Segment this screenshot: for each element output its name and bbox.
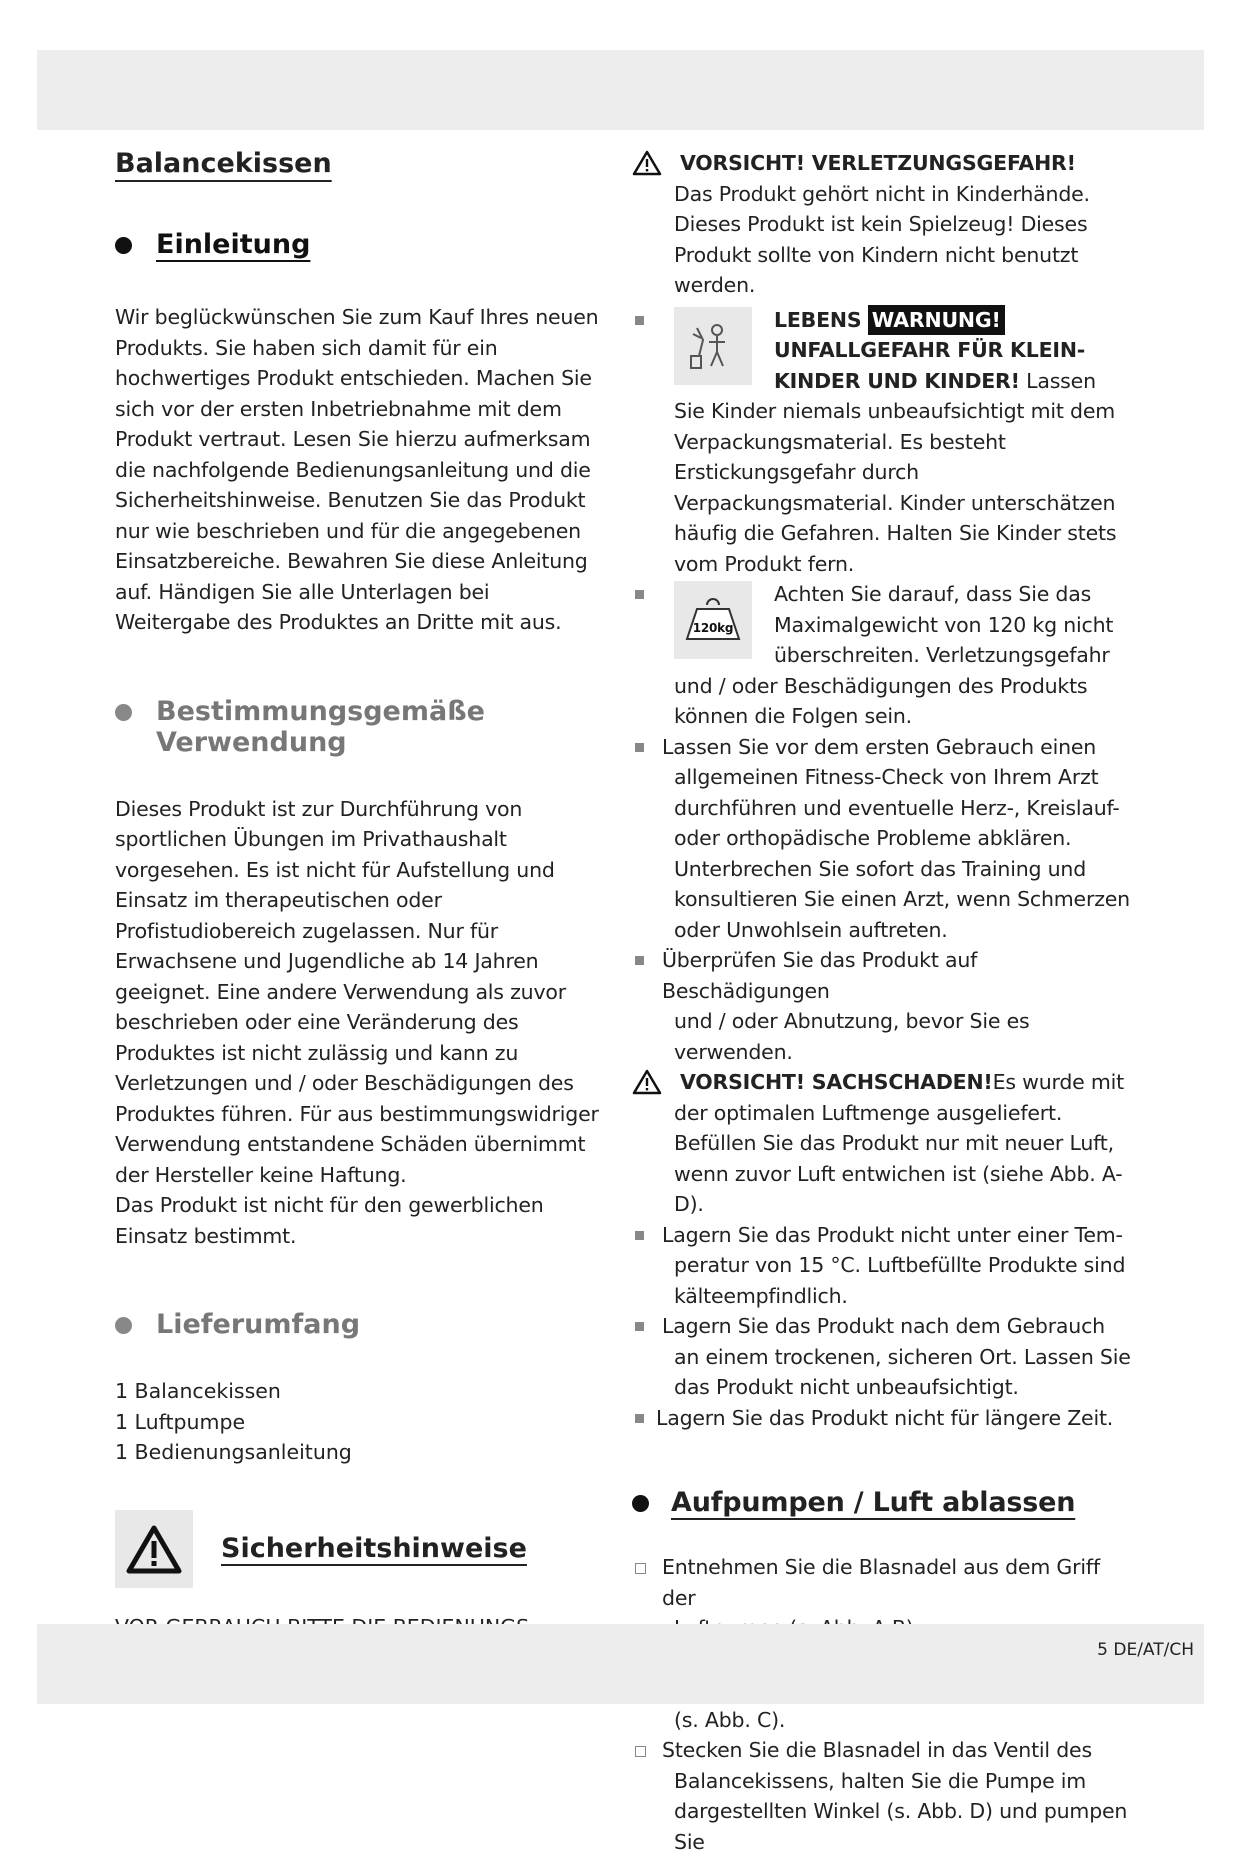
square-bullet-icon [635,1231,644,1240]
list-item [632,1403,1132,1434]
checkbox-bullet-icon [635,1563,646,1574]
bullet-store-cont: an einem trockenen, sicheren Ort. Lassen Sie das Produkt nicht unbeaufsichtigt. [662,1342,1132,1403]
caution-damage-heading [632,1067,1132,1098]
weight-warning-item [632,579,1132,732]
caution-injury-title: VORSICHT! VERLETZUNGSGEFAHR! [680,148,1076,179]
caution-damage-inline: Es wurde mit [993,1067,1124,1098]
checkbox-bullet-icon [635,1746,646,1757]
life-warning-bold-1: UNFALLGEFAHR FÜR KLEIN- [774,338,1085,362]
weight-icon-label: 120kg [693,621,734,635]
bullet-store: Lagern Sie das Produkt nach dem Gebrauch [662,1314,1105,1338]
weight-line-1: Achten Sie darauf, dass Sie das [674,579,1132,610]
bullet-fitness-cont: allgemeinen Fitness-Check von Ihrem Arzt durchführen und eventuelle Herz-, Kreislauf- oder orthopädische Probleme abklären. Unterbrechen Sie sofort das Training und konsultieren Sie einen Arzt, wenn Schmerzen oder Unwohlsein auftreten. [662,762,1132,945]
page-number: 5 DE/AT/CH [1097,1640,1194,1660]
square-bullet-icon [635,1414,644,1423]
list-item [632,1735,1132,1857]
square-bullet-icon [635,956,644,965]
bullet-icon [115,1317,132,1334]
warning-triangle-icon [115,1510,193,1588]
section-heading-intro [115,229,607,260]
step-3-cont: Balancekissens, halten Sie die Pumpe im dargestellten Winkel (s. Abb. D) und pumpen Sie [662,1766,1132,1857]
section-heading-scope [115,1309,607,1340]
child-warning-icon [674,307,752,385]
life-warning-bold-2: KINDER UND KINDER! [774,369,1020,393]
life-warning-label-b: WARNUNG! [868,305,1005,336]
usage-heading-line2: Verwendung [156,727,347,758]
bullet-fitness: Lassen Sie vor dem ersten Gebrauch einen [662,735,1096,759]
weight-text: und / oder Beschädigungen des Produkts können die Folgen sein. [674,671,1132,732]
weight-line-2: Maximalgewicht von 120 kg nicht [674,610,1132,641]
bullet-icon [115,237,132,254]
list-item [632,1311,1132,1403]
bullet-temp: Lagern Sie das Produkt nicht unter einer Tem- [662,1223,1123,1247]
step-1: Entnehmen Sie die Blasnadel aus dem Griff der [662,1555,1100,1610]
usage-heading-line1: Bestimmungsgemäße [156,696,485,727]
list-item: 1 Balancekissen [115,1376,607,1407]
bullet-temp-cont: peratur von 15 °C. Luftbefüllte Produkte sind kälteempfindlich. [662,1250,1132,1311]
scope-heading: Lieferumfang [156,1309,360,1340]
usage-text-2: Das Produkt ist nicht für den gewerblichen Einsatz bestimmt. [115,1190,607,1251]
safety-heading: Sicherheitshinweise [221,1533,527,1564]
caution-injury-text: Das Produkt gehört nicht in Kinderhände. Dieses Produkt ist kein Spielzeug! Dieses Produkt sollte von Kindern nicht benutzt werden. [632,179,1132,301]
caution-injury-heading [632,148,1132,179]
footer-band [37,1624,1204,1704]
section-heading-usage [115,696,607,758]
list-item [632,945,1132,1067]
intro-heading: Einleitung [156,229,310,260]
section-heading-pump [632,1487,1132,1518]
warning-triangle-icon [632,1069,662,1095]
square-bullet-icon [635,316,644,325]
weight-icon [674,581,752,659]
right-column [632,148,1132,1857]
square-bullet-icon [635,1322,644,1331]
square-bullet-icon [635,590,644,599]
weight-line-3: überschreiten. Verletzungsgefahr [674,640,1132,671]
bullet-long: Lagern Sie das Produkt nicht für längere Zeit. [656,1406,1113,1430]
bullet-icon [115,704,132,721]
usage-heading [156,696,485,758]
header-band [37,50,1204,130]
pump-heading: Aufpumpen / Luft ablassen [671,1487,1075,1518]
life-warning-inline: Lassen [1020,369,1096,393]
left-column [115,148,607,1703]
warning-triangle-icon [632,150,662,176]
caution-damage-text: der optimalen Luftmenge ausgeliefert. Befüllen Sie das Produkt nur mit neuer Luft, wenn zuvor Luft entwichen ist (siehe Abb. A-D). [632,1098,1132,1220]
life-warning-item [632,305,1132,580]
step-3: Stecken Sie die Blasnadel in das Ventil des [662,1738,1092,1762]
list-item: 1 Luftpumpe [115,1407,607,1438]
bullet-check-cont: und / oder Abnutzung, bevor Sie es verwenden. [662,1006,1132,1067]
bullet-icon [632,1495,649,1512]
usage-text: Dieses Produkt ist zur Durchführung von sportlichen Übungen im Privathaushalt vorgesehen. Es ist nicht für Aufstellung und Einsatz im therapeutischen oder Profistudiobereich zugelassen. Nur für Erwachsene und Jugendliche ab 14 Jahren geeignet. Eine andere Verwendung als zuvor beschrieben oder eine Veränderung des Produktes ist nicht zulässig und kann zu Verletzungen und / oder Beschädigungen des Produktes führen. Für aus bestimmungswidriger Verwendung entstandene Schäden übernimmt der Hersteller keine Haftung. [115,794,607,1191]
list-item: 1 Bedienungsanleitung [115,1437,607,1468]
square-bullet-icon [635,743,644,752]
life-warning-label-a: LEBENS [774,308,861,332]
step-2-cont: (s. Abb. C). [662,1705,1132,1736]
list-item [632,732,1132,946]
intro-text: Wir beglückwünschen Sie zum Kauf Ihres neuen Produkts. Sie haben sich damit für ein hochwertiges Produkt entschieden. Machen Sie sich vor der ersten Inbetriebnahme mit dem Produkt vertraut. Lesen Sie hierzu aufmerksam die nachfolgende Bedienungsanleitung und die Sicherheitshinweise. Benutzen Sie das Produkt nur wie beschrieben und für die angegebenen Einsatzbereiche. Bewahren Sie diese Anleitung auf. Händigen Sie alle Unterlagen bei Weitergabe des Produktes an Dritte mit aus. [115,302,607,638]
bullet-check: Überprüfen Sie das Produkt auf Beschädigungen [662,948,977,1003]
scope-list [115,1376,607,1468]
life-warning-text: Sie Kinder niemals unbeaufsichtigt mit dem Verpackungsmaterial. Es besteht Erstickungsgefahr durch Verpackungsmaterial. Kinder unterschätzen häufig die Gefahren. Halten Sie Kinder stets vom Produkt fern. [674,396,1132,579]
page-title: Balancekissen [115,148,607,179]
list-item [632,1220,1132,1312]
section-heading-safety [115,1510,607,1588]
caution-damage-title: VORSICHT! SACHSCHADEN! [680,1067,993,1098]
